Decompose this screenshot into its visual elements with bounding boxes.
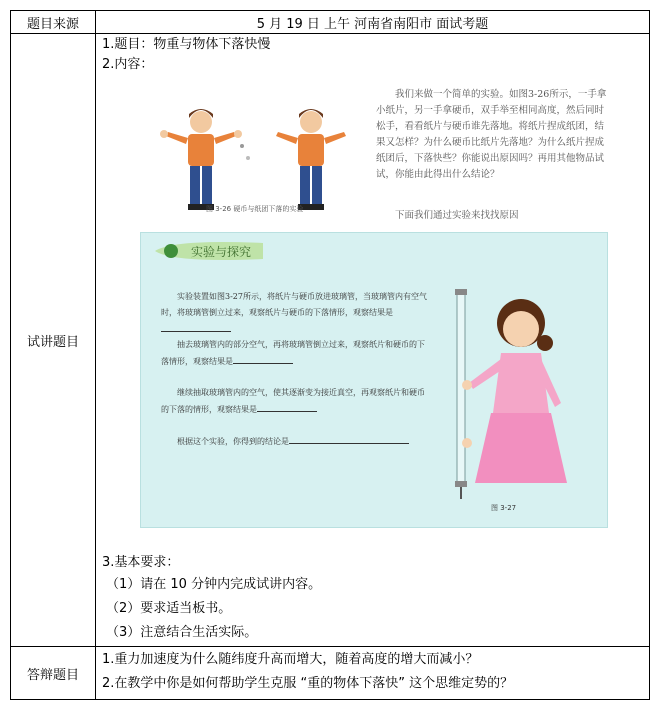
source-value: 5 月 19 日 上午 河南省南阳市 面试考题 — [96, 11, 650, 34]
lecture-label: 试讲题目 — [11, 34, 96, 647]
experiment-step-3: 继续抽取玻璃管内的空气，使其逐渐变为接近真空，再观察纸片和硬币的下落的情形，观察结果是 — [161, 388, 425, 414]
boy-figure-right — [276, 109, 346, 210]
requirement-1: （1）请在 10 分钟内完成试讲内容。 — [106, 577, 322, 592]
experiment-box-title — [153, 239, 263, 263]
lecture-cell — [96, 34, 650, 647]
content-label: 2.内容： — [102, 57, 154, 72]
experiment-step-4: 根据这个实验，你得到的结论是 — [161, 433, 431, 450]
intro-paragraph: 我们来做一个简单的实验。如图3-26所示，一手拿小纸片，另一手拿硬币，双手举至相同高度，然后同时松手，看看纸片与硬币谁先落地。将纸片捏成纸团，结果又怎样？为什么硬币比纸片先落地？为什么纸片捏成纸团后，下落快些？你能说出原因吗？再用其他物品试试，你能由此得出什么结论？ — [376, 89, 607, 180]
girl-with-tube-illustration — [441, 273, 591, 503]
boys-illustration — [146, 84, 346, 254]
source-label: 题目来源 — [11, 11, 96, 34]
experiment-title-text: 实验与探究 — [191, 245, 252, 259]
lecture-row — [11, 34, 650, 647]
defense-row — [11, 647, 650, 700]
requirement-2: （2）要求适当板书。 — [106, 601, 232, 616]
defense-question-1: 1.重力加速度为什么随纬度升高而增大，随着高度的增大而减小？ — [102, 652, 479, 667]
experiment-step-1: 实验装置如图3-27所示，将纸片与硬币放进玻璃管，当玻璃管内有空气时，将玻璃管倒立过来，观察纸片与硬币的下落情形，观察结果是 — [161, 289, 431, 338]
source-row — [11, 11, 650, 34]
boy-figure-left — [160, 109, 242, 210]
experiment-box — [140, 232, 608, 528]
lecture-title: 1.题目：物重与物体下落快慢 — [102, 37, 271, 52]
defense-question-2: 2.在教学中你是如何帮助学生克服 “重的物体下落快” 这个思维定势的？ — [102, 676, 514, 691]
defense-cell — [96, 647, 650, 700]
defense-label: 答辩题目 — [11, 647, 96, 700]
experiment-step-2: 抽去玻璃管内的部分空气，再将玻璃管倒立过来，观察纸片和硬币的下落情形，观察结果是 — [161, 340, 425, 366]
intro-paragraph-2: 下面我们通过实验来找找原因 — [395, 210, 519, 221]
figure-3-27-caption: 图 3-27 — [491, 504, 517, 512]
exam-table — [10, 10, 650, 700]
requirement-3: （3）注意结合生活实际。 — [106, 625, 258, 640]
requirements-title: 3.基本要求： — [102, 555, 180, 570]
figure-3-26-caption: 图 3-26 硬币与纸团下落的实验 — [206, 205, 304, 213]
